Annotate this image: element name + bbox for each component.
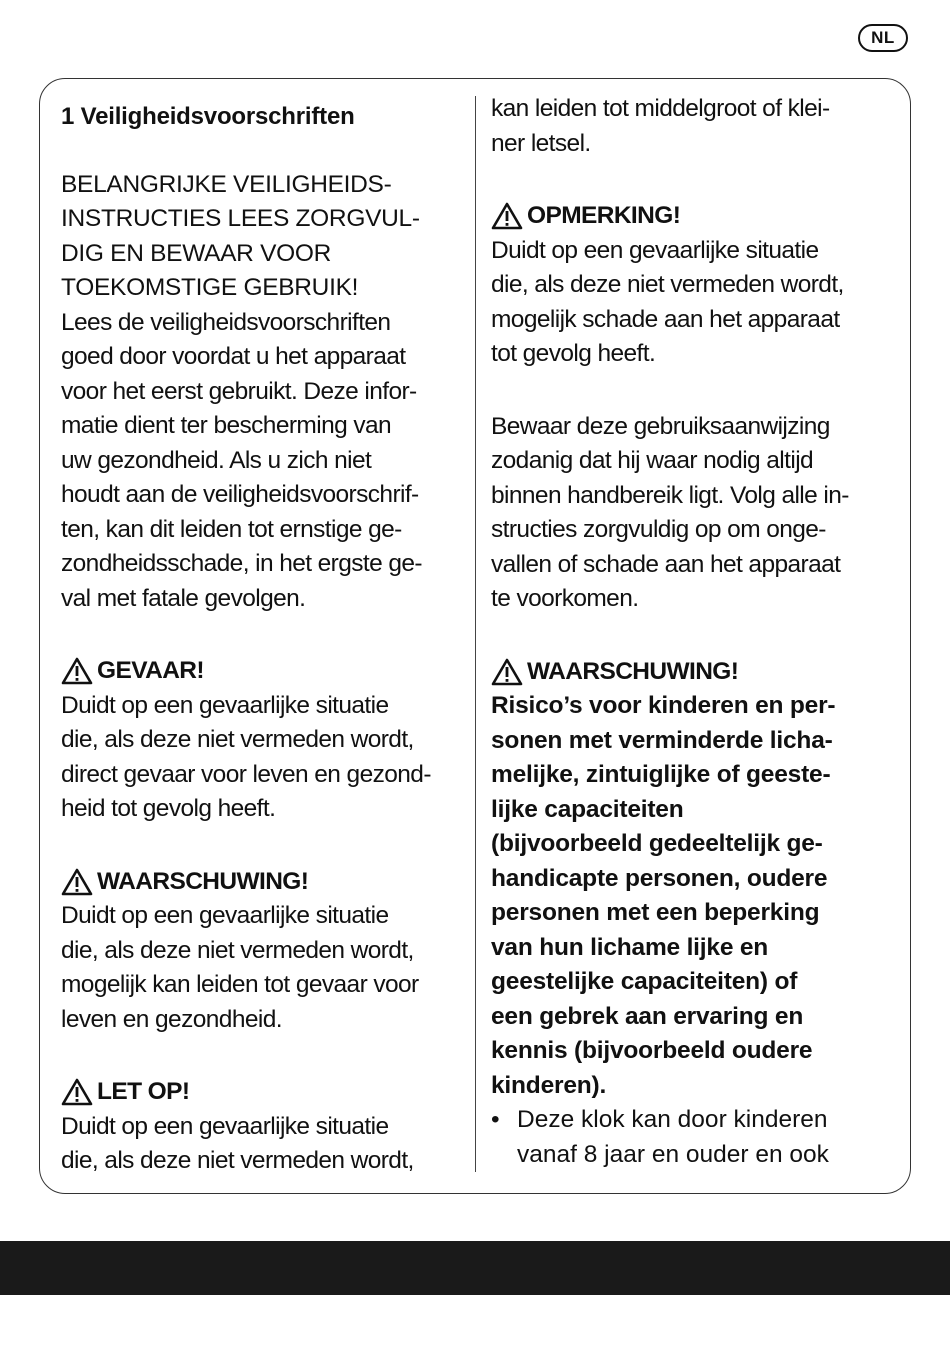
language-badge: NL xyxy=(858,24,908,52)
bullet-text xyxy=(517,1103,829,1172)
text-line: te voorkomen. xyxy=(491,585,639,612)
text-line: geestelijke capaciteiten) of xyxy=(491,968,798,995)
text-line: BELANGRIJKE VEILIGHEIDS- xyxy=(61,170,392,198)
text-line: vanaf 8 jaar en ouder en ook xyxy=(517,1140,829,1168)
text-line: die, als deze niet vermeden wordt, xyxy=(61,1147,414,1174)
text-line: mogelijk schade aan het apparaat xyxy=(491,305,840,333)
intro-paragraph xyxy=(61,306,461,617)
text-line: die, als deze niet vermeden wordt, xyxy=(61,936,414,964)
children-warning-heading-text: WAARSCHUWING! xyxy=(527,657,739,685)
children-warning-text xyxy=(491,689,891,1103)
caution-heading-text: LET OP! xyxy=(97,1078,190,1105)
text-line: zodanig dat hij waar nodig altijd xyxy=(491,447,814,474)
text-line: sonen met verminderde licha- xyxy=(491,726,833,754)
left-column xyxy=(61,100,461,1179)
text-line: handicapte personen, oudere xyxy=(491,864,828,892)
danger-heading-text: GEVAAR! xyxy=(97,657,204,684)
children-warning-block xyxy=(491,655,891,1173)
children-warning-heading xyxy=(491,655,891,690)
notice-heading xyxy=(491,199,891,234)
text-line: tot gevolg heeft. xyxy=(491,340,656,367)
text-line: personen met een beperking xyxy=(491,899,820,926)
text-line: INSTRUCTIES LEES ZORGVUL- xyxy=(61,205,420,232)
text-line: Deze klok kan door kinderen xyxy=(517,1106,828,1133)
warning-triangle-icon xyxy=(61,868,93,896)
notice-heading-text: OPMERKING! xyxy=(527,202,681,229)
warning-heading-text: WAARSCHUWING! xyxy=(97,867,309,895)
notice-block xyxy=(491,199,891,372)
text-line: Bewaar deze gebruiksaanwijzing xyxy=(491,412,830,440)
text-line: TOEKOMSTIGE GEBRUIK! xyxy=(61,274,359,301)
text-line: vallen of schade aan het apparaat xyxy=(491,550,841,578)
section-title: 1 Veiligheidsvoorschriften xyxy=(61,103,355,130)
danger-heading xyxy=(61,654,461,689)
text-line: DIG EN BEWAAR VOOR xyxy=(61,239,332,267)
text-line: zondheidsschade, in het ergste ge- xyxy=(61,550,422,577)
text-line: van hun lichame lijke en xyxy=(491,933,769,961)
text-line: structies zorgvuldig op om onge- xyxy=(491,516,826,543)
text-line: Duidt op een gevaarlijke situatie xyxy=(491,236,819,264)
warning-triangle-icon xyxy=(61,657,93,685)
text-line: val met fatale gevolgen. xyxy=(61,584,306,612)
danger-block xyxy=(61,654,461,827)
caution-continued xyxy=(491,92,891,161)
text-line: Duidt op een gevaarlijke situatie xyxy=(61,691,389,719)
footer-bar xyxy=(0,1241,950,1295)
text-line: direct gevaar voor leven en gezond- xyxy=(61,760,431,788)
text-line: leven en gezondheid. xyxy=(61,1005,282,1033)
text-line: Risico’s voor kinderen en per- xyxy=(491,692,836,719)
warning-block xyxy=(61,865,461,1038)
text-line: goed door voordat u het apparaat xyxy=(61,343,406,370)
important-instructions xyxy=(61,168,461,306)
text-line: matie dient ter bescherming van xyxy=(61,412,392,439)
text-line: voor het eerst gebruikt. Deze infor- xyxy=(61,377,417,405)
text-line: een gebrek aan ervaring en xyxy=(491,1002,804,1030)
bullet-item xyxy=(491,1103,891,1172)
text-line: die, als deze niet vermeden wordt, xyxy=(61,726,414,753)
text-line: die, als deze niet vermeden wordt, xyxy=(491,271,844,298)
warning-triangle-icon xyxy=(491,658,523,686)
caution-block xyxy=(61,1075,461,1179)
text-line: melijke, zintuiglijke of geeste- xyxy=(491,761,831,788)
text-line: ner letsel. xyxy=(491,129,591,157)
text-line: heid tot gevolg heeft. xyxy=(61,795,276,822)
text-line: kennis (bijvoorbeeld oudere xyxy=(491,1037,813,1064)
text-line: Lees de veiligheidsvoorschriften xyxy=(61,308,391,336)
text-line: mogelijk kan leiden tot gevaar voor xyxy=(61,971,419,998)
text-line: uw gezondheid. Als u zich niet xyxy=(61,446,372,474)
right-column xyxy=(491,92,891,1172)
keep-manual-paragraph xyxy=(491,410,891,617)
text-line: Duidt op een gevaarlijke situatie xyxy=(61,902,389,929)
column-divider xyxy=(475,96,476,1172)
text-line: binnen handbereik ligt. Volg alle in- xyxy=(491,481,849,509)
text-line: kinderen). xyxy=(491,1071,607,1099)
text-line: houdt aan de veiligheidsvoorschrif- xyxy=(61,481,419,508)
text-line: (bijvoorbeeld gedeeltelijk ge- xyxy=(491,830,823,857)
bullet-marker: • xyxy=(491,1106,500,1133)
warning-heading xyxy=(61,865,461,900)
warning-triangle-icon xyxy=(61,1078,93,1106)
warning-triangle-icon xyxy=(491,202,523,230)
text-line: Duidt op een gevaarlijke situatie xyxy=(61,1112,389,1140)
text-line: kan leiden tot middelgroot of klei- xyxy=(491,95,830,122)
text-line: ten, kan dit leiden tot ernstige ge- xyxy=(61,515,402,543)
caution-heading xyxy=(61,1075,461,1110)
text-line: lijke capaciteiten xyxy=(491,795,684,823)
